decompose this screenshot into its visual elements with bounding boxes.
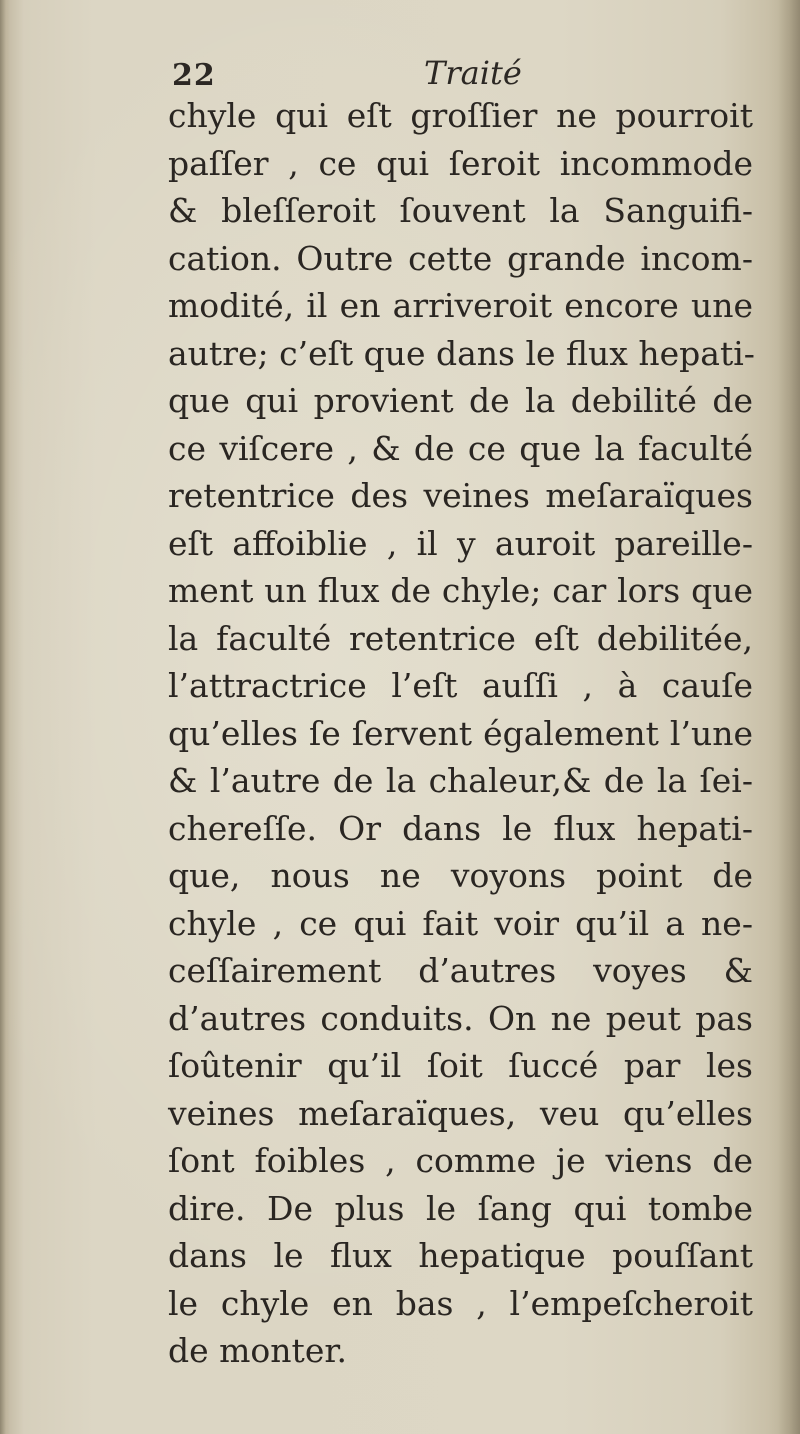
text-line: que, nous ne voyons point de bbox=[168, 856, 753, 895]
text-line: la faculté retentrice eſt debilitée, bbox=[168, 618, 753, 658]
text-line: ment un flux de chyle; car lors que bbox=[168, 571, 753, 610]
text-line: cation. Outre cette grande incom- bbox=[168, 238, 753, 278]
text-line: d’autres conduits. On ne peut pas bbox=[168, 998, 753, 1038]
body-text bbox=[168, 92, 753, 1375]
text-line: de monter. bbox=[168, 1331, 347, 1370]
text-line: dans le flux hepatique pouſſant bbox=[168, 1236, 753, 1275]
text-line: chyle , ce qui fait voir qu’il a ne- bbox=[168, 903, 753, 943]
text-line: eſt affoiblie , il y auroit pareille- bbox=[168, 523, 753, 563]
text-line: le chyle en bas , l’empeſcheroit bbox=[168, 1283, 753, 1323]
text-line: chereſſe. Or dans le flux hepati- bbox=[168, 808, 753, 848]
text-line: paſſer , ce qui ſeroit incommode bbox=[168, 143, 753, 183]
text-line: ſoûtenir qu’il ſoit ſuccé par les bbox=[168, 1046, 753, 1085]
text-line: dire. De plus le ſang qui tombe bbox=[168, 1188, 753, 1228]
text-line: chyle qui eſt groſſier ne pourroit bbox=[168, 96, 753, 135]
text-line: autre; c’eſt que dans le flux hepati- bbox=[168, 333, 755, 373]
running-head: Traité bbox=[424, 54, 522, 92]
text-line: ceſſairement d’autres voyes & bbox=[168, 951, 753, 990]
text-line: ce viſcere , & de ce que la faculté bbox=[168, 428, 753, 468]
text-line: l’attractrice l’eſt auſſi , à cauſe bbox=[168, 666, 753, 705]
text-line: retentrice des veines meſaraïques bbox=[168, 476, 753, 515]
text-line: & l’autre de la chaleur,& de la ſei- bbox=[168, 761, 753, 800]
page-gutter-shadow bbox=[0, 0, 10, 1434]
text-line: ſont foibles , comme je viens de bbox=[168, 1141, 753, 1180]
text-line: modité, il en arriveroit encore une bbox=[168, 286, 753, 325]
page-edge-shadow bbox=[778, 0, 800, 1434]
text-line: qu’elles ſe ſervent également l’une bbox=[168, 713, 753, 753]
text-line: veines meſaraïques, veu qu’elles bbox=[168, 1093, 753, 1133]
text-line: & bleſſeroit ſouvent la Sanguifi- bbox=[168, 191, 753, 230]
text-line: que qui provient de la debilité de bbox=[168, 381, 753, 420]
page-number: 22 bbox=[172, 58, 216, 93]
